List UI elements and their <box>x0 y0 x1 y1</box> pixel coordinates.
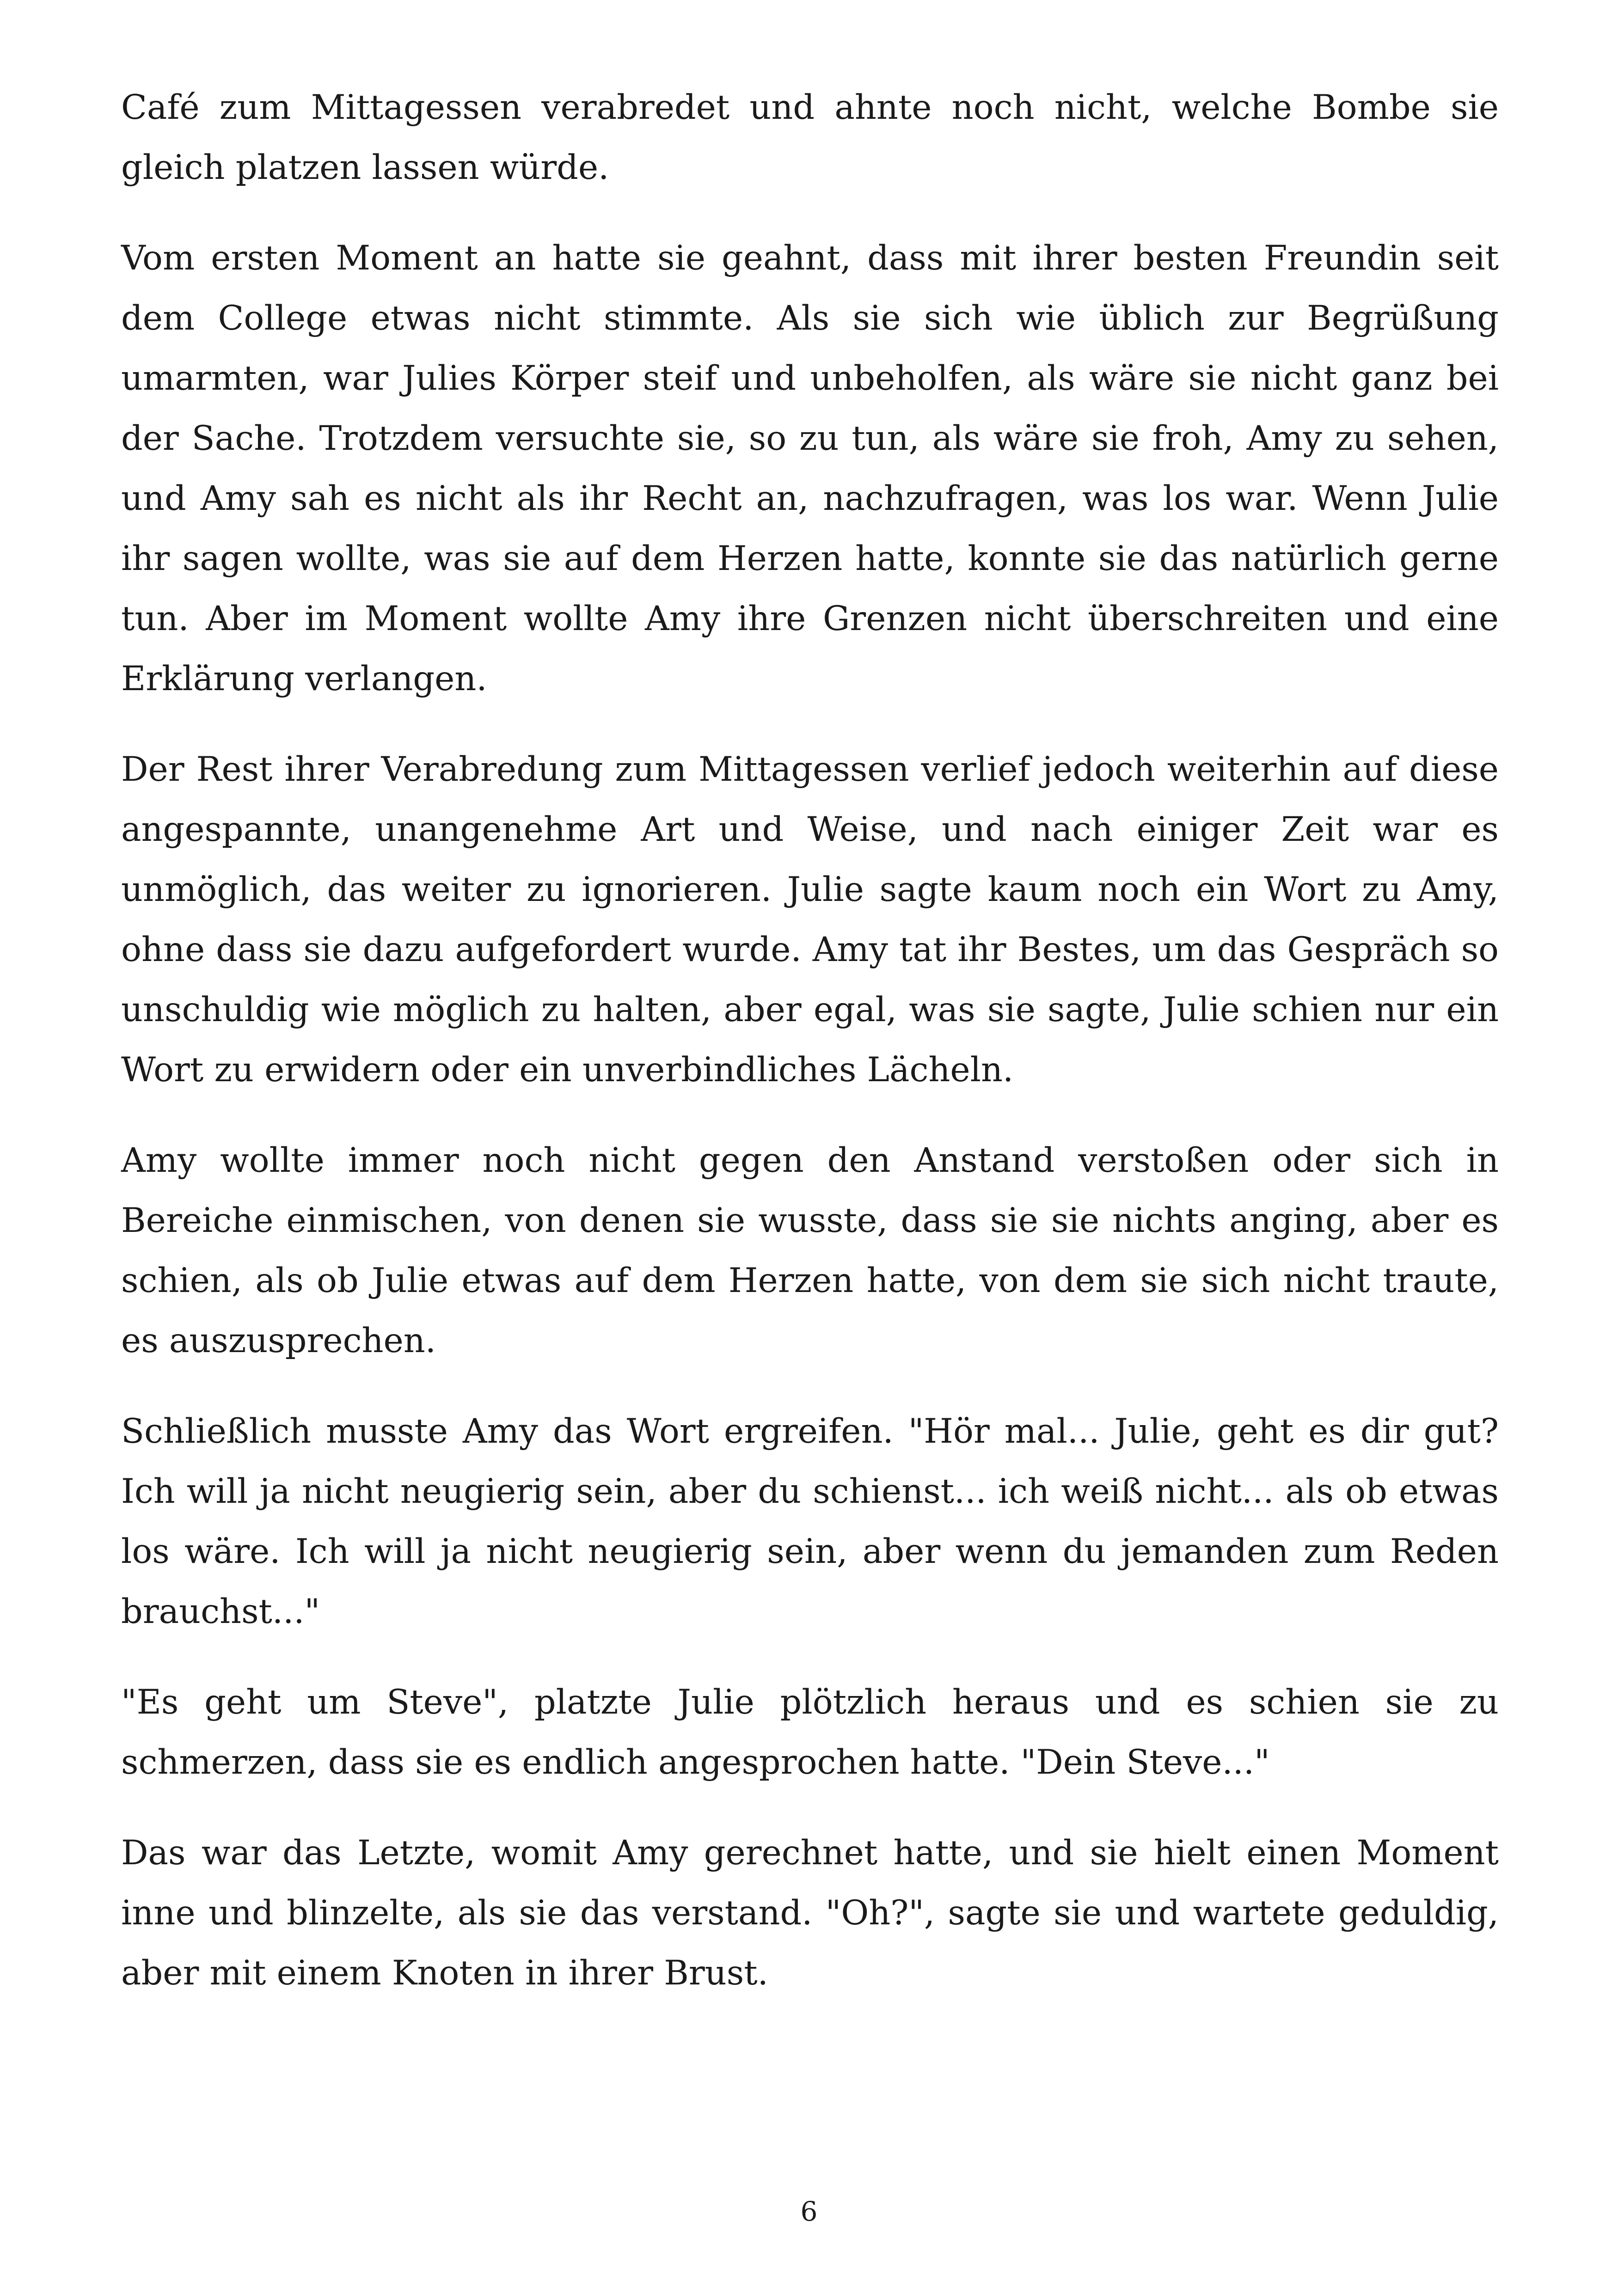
paragraph-2: Vom ersten Moment an hatte sie geahnt, dass mit ihrer besten Freundin seit dem College etwas nicht stimmte. Als sie sich wie üblich zur Begrüßung umarmten, war Julies Körper steif und unbeholfen, als wäre sie nicht ganz bei der Sache. Trotzdem versuchte sie, so zu tun, als wäre sie froh, Amy zu sehen, und Amy sah es nicht als ihr Recht an, nachzufragen, was los war. Wenn Julie ihr sagen wollte, was sie auf dem Herzen hatte, konnte sie das natürlich gerne tun. Aber im Moment wollte Amy ihre Grenzen nicht überschreiten und eine Erklärung verlangen. <box>121 239 1499 698</box>
paragraph-4: Amy wollte immer noch nicht gegen den Anstand verstoßen oder sich in Bereiche einmischen, von denen sie wusste, dass sie sie nichts anging, aber es schien, als ob Julie etwas auf dem Herzen hatte, von dem sie sich nicht traute, es auszusprechen. <box>121 1141 1499 1360</box>
paragraph-7: Das war das Letzte, womit Amy gerechnet hatte, und sie hielt einen Moment inne und blinzelte, als sie das verstand. "Oh?", sagte sie und wartete geduldig, aber mit einem Knoten in ihrer Brust. <box>121 1833 1499 1993</box>
paragraph-3: Der Rest ihrer Verabredung zum Mittagessen verlief jedoch weiterhin auf diese angespannte, unangenehme Art und Weise, und nach einiger Zeit war es unmöglich, das weiter zu ignorieren. Julie sagte kaum noch ein Wort zu Amy, ohne dass sie dazu aufgefordert wurde. Amy tat ihr Bestes, um das Gespräch so unschuldig wie möglich zu halten, aber egal, was sie sagte, Julie schien nur ein Wort zu erwidern oder ein unverbindliches Lächeln. <box>121 750 1499 1090</box>
paragraph-1: Café zum Mittagessen verabredet und ahnte noch nicht, welche Bombe sie gleich platzen lassen würde. <box>121 88 1499 187</box>
body-text <box>121 78 1499 2034</box>
paragraph-6: "Es geht um Steve", platzte Julie plötzlich heraus und es schien sie zu schmerzen, dass sie es endlich angesprochen hatte. "Dein Steve..." <box>121 1683 1499 1782</box>
page-number: 6 <box>800 2196 818 2227</box>
paragraph-5: Schließlich musste Amy das Wort ergreifen. "Hör mal... Julie, geht es dir gut? Ich will ja nicht neugierig sein, aber du schienst... ich weiß nicht... als ob etwas los wäre. Ich will ja nicht neugierig sein, aber wenn du jemanden zum Reden brauchst..." <box>121 1412 1499 1631</box>
